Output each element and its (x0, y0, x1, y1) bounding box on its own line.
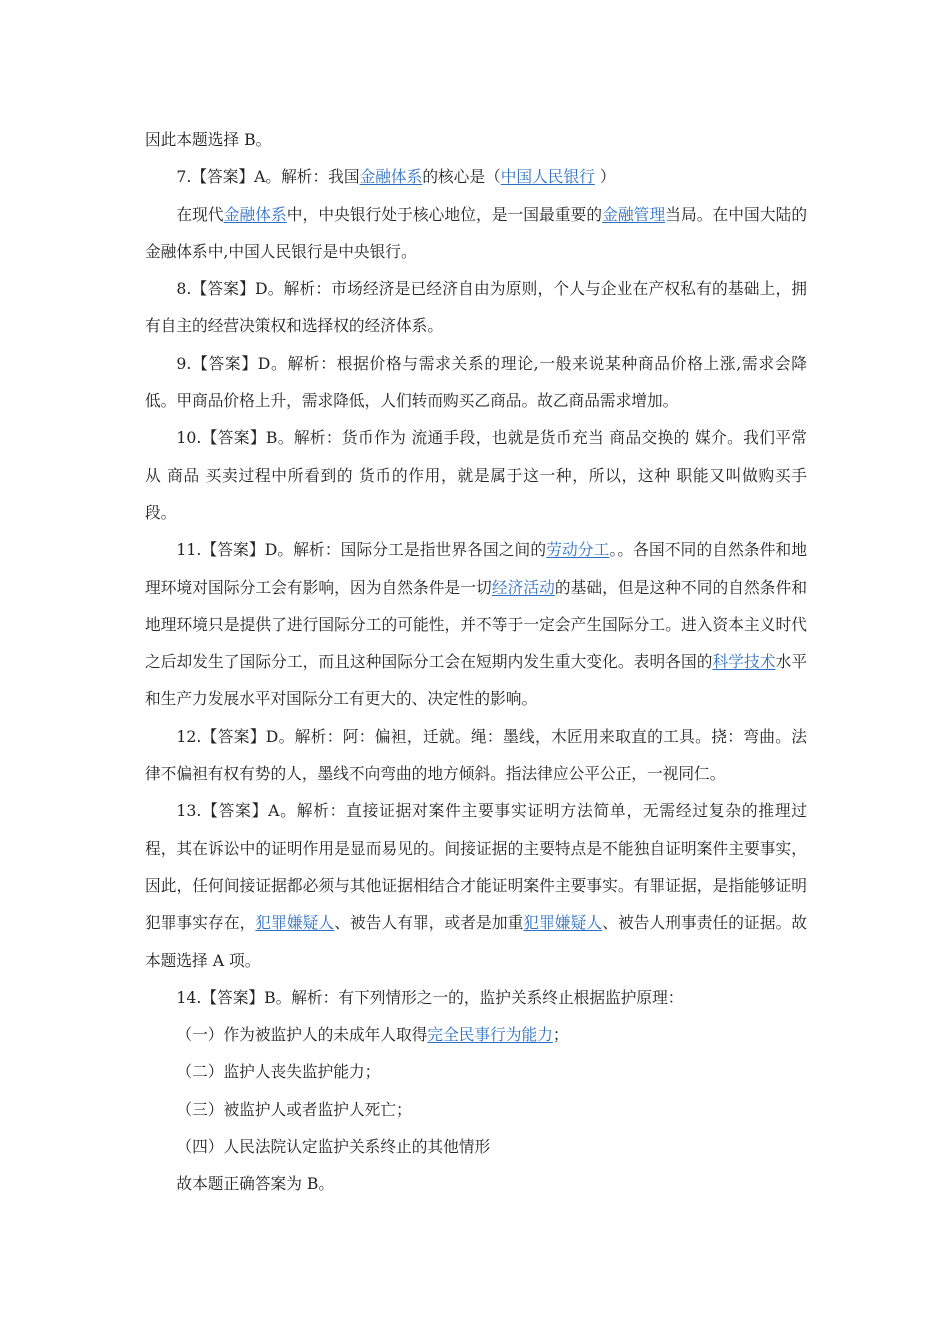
paragraph (145, 121, 807, 158)
text-segment: 13.【答案】A。解析：直接证据对案件主要事实证明方法简单，无需经过复杂的推理过程，其在诉讼中的证明作用是显而易见的。间接证据的主要特点是不能独自证明案件主要事实，因此，任何间接证据都必须与其他证据相结合才能证明案件主要事实。有罪证据，是指能够证明犯罪事实存在， (145, 801, 807, 933)
hyperlink[interactable]: 劳动分工 (546, 540, 610, 560)
text-segment: 的基础，但是这种不同的自然条件和地理环境只是提供了进行国际分工的可能性，并不等于一定会产生国际分工。进入资本主义时代之后却发生了国际分工，而且这种国际分工会在短期内发生重大变化。表明各国的 (145, 577, 808, 672)
text-segment: 10.【答案】B。解析：货币作为 流通手段，也就是货币充当 商品交换的 媒介。我们平常从 商品 买卖过程中所看到的 货币的作用，就是属于这一种，所以，这种 职能又叫做购买手段。 (145, 428, 807, 522)
hyperlink[interactable]: 中国人民银行 (500, 167, 595, 187)
paragraph (145, 196, 807, 271)
text-segment: 8.【答案】D。解析：市场经济是已经济自由为原则，个人与企业在产权私有的基础上，拥有自主的经营决策权和选择权的经济体系。 (145, 279, 807, 336)
text-segment: （一）作为被监护人的未成年人取得 (176, 1025, 428, 1045)
paragraph (145, 345, 807, 420)
text-segment: 。。各国不同的自然条件和地理环境对国际分工会有影响，因为自然条件是一切 (145, 540, 808, 597)
text-segment: 水平和生产力发展水平对国际分工有更大的、决定性的影响。 (145, 652, 808, 709)
paragraph (145, 419, 807, 531)
paragraph (145, 792, 807, 978)
paragraph (145, 1053, 807, 1090)
text-segment: 、被告人有罪，或者是加重 (334, 913, 524, 933)
text-segment: 7.【答案】A。解析：我国 (176, 167, 360, 187)
text-segment: 因此本题选择 B。 (145, 130, 272, 149)
text-segment: 在现代 (176, 204, 224, 224)
paragraph (145, 1165, 807, 1202)
paragraph (145, 1016, 807, 1053)
text-segment: 当局。在中国大陆的金融体系中,中国人民银行是中央银行。 (145, 204, 808, 261)
hyperlink[interactable]: 金融体系 (359, 167, 423, 187)
paragraph (145, 270, 807, 345)
paragraph (145, 1091, 807, 1128)
text-segment: （二）监护人丧失监护能力； (176, 1062, 381, 1082)
text-segment: 11.【答案】D。解析：国际分工是指世界各国之间的 (176, 540, 547, 560)
paragraph (145, 1128, 807, 1165)
hyperlink[interactable]: 犯罪嫌疑人 (523, 913, 603, 933)
text-segment: 14.【答案】B。解析：有下列情形之一的，监护关系终止根据监护原理： (176, 987, 684, 1007)
document-body (145, 121, 807, 1203)
text-segment: 的核心是（ (422, 167, 501, 187)
text-segment: （三）被监护人或者监护人死亡； (176, 1099, 412, 1119)
paragraph (145, 979, 807, 1016)
text-segment: ） (594, 167, 616, 187)
paragraph (145, 718, 807, 793)
hyperlink[interactable]: 科学技术 (712, 652, 776, 672)
text-segment: 中，中央银行处于核心地位，是一国最重要的 (286, 204, 603, 224)
text-segment: 9.【答案】D。解析：根据价格与需求关系的理论,一般来说某种商品价格上涨,需求会降低。甲商品价格上升，需求降低，人们转而购买乙商品。故乙商品需求增加。 (145, 353, 807, 411)
text-segment: 故本题正确答案为 B。 (176, 1174, 335, 1194)
paragraph (145, 158, 807, 195)
hyperlink[interactable]: 完全民事行为能力 (427, 1025, 553, 1045)
paragraph (145, 531, 807, 717)
text-segment: 、被告人刑事责任的证据。故本题选择 A 项。 (145, 913, 808, 970)
hyperlink[interactable]: 金融管理 (602, 204, 666, 224)
hyperlink[interactable]: 金融体系 (223, 204, 287, 224)
text-segment: ； (552, 1025, 569, 1045)
hyperlink[interactable]: 经济活动 (491, 577, 555, 597)
text-segment: 12.【答案】D。解析：阿：偏袒，迁就。绳：墨线，木匠用来取直的工具。挠：弯曲。法律不偏袒有权有势的人，墨线不向弯曲的地方倾斜。指法律应公平公正，一视同仁。 (145, 726, 807, 784)
hyperlink[interactable]: 犯罪嫌疑人 (255, 913, 335, 933)
text-segment: （四）人民法院认定监护关系终止的其他情形 (176, 1137, 491, 1157)
